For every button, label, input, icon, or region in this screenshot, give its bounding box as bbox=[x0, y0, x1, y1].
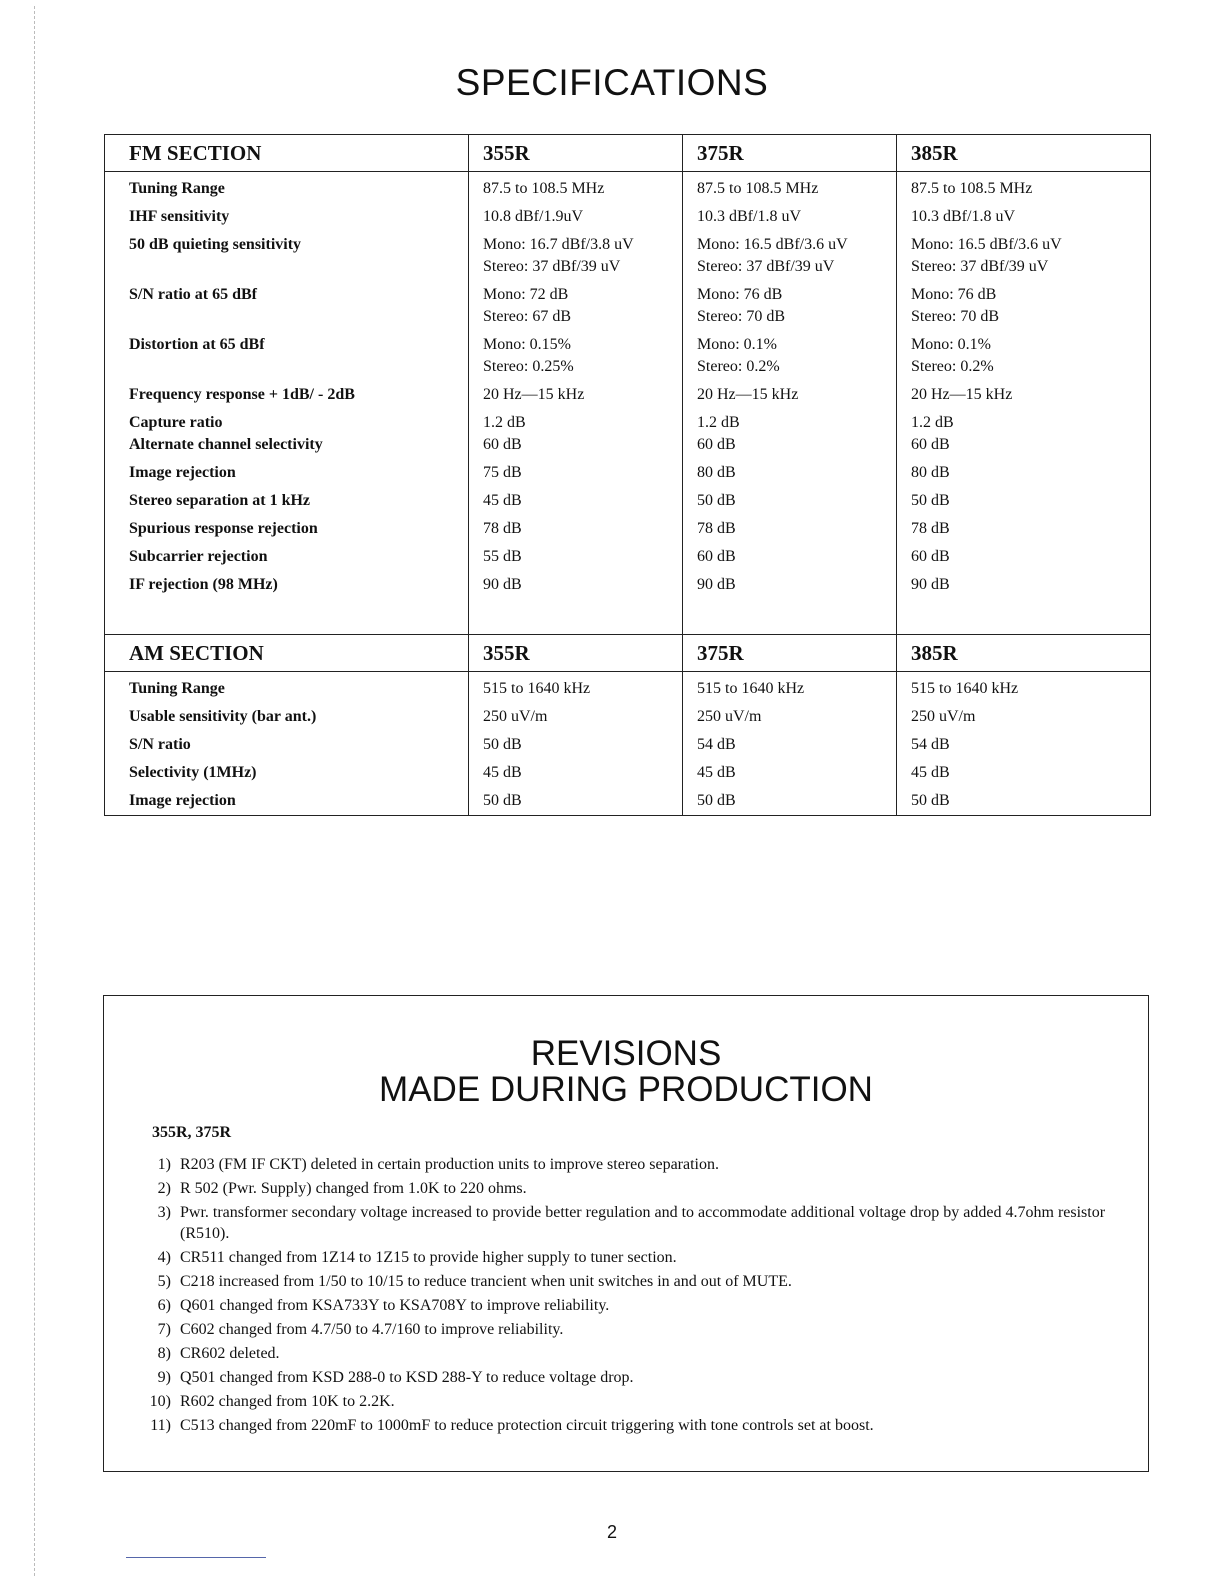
revision-number: 7) bbox=[157, 1321, 171, 1338]
spec-value: 54 dB bbox=[683, 731, 897, 759]
fm-header-row bbox=[105, 135, 1151, 172]
spec-label: Subcarrier rejection bbox=[105, 543, 469, 571]
spec-label: Stereo separation at 1 kHz bbox=[105, 487, 469, 515]
spec-value: 54 dB bbox=[897, 731, 1151, 759]
page-title: SPECIFICATIONS bbox=[455, 62, 769, 103]
spec-value: Mono: 0.1% Stereo: 0.2% bbox=[897, 331, 1151, 381]
am-header-row bbox=[105, 635, 1151, 672]
spec-value: Mono: 16.7 dBf/3.8 uV Stereo: 37 dBf/39 uV bbox=[469, 231, 683, 281]
revision-text: C602 changed from 4.7/50 to 4.7/160 to improve reliability. bbox=[180, 1321, 564, 1338]
revisions-list bbox=[140, 1154, 1110, 1439]
revision-text: R602 changed from 10K to 2.2K. bbox=[180, 1393, 395, 1410]
spec-value: 78 dB bbox=[469, 515, 683, 543]
page-number: 2 bbox=[606, 1522, 617, 1542]
list-item bbox=[140, 1247, 1110, 1268]
spec-value: 80 dB bbox=[897, 459, 1151, 487]
spec-value: 90 dB bbox=[469, 571, 683, 635]
table-row bbox=[105, 487, 1151, 515]
table-row bbox=[105, 543, 1151, 571]
table-row bbox=[105, 672, 1151, 704]
spec-value: 250 uV/m bbox=[469, 703, 683, 731]
table-row bbox=[105, 731, 1151, 759]
spec-value: Mono: 0.15% Stereo: 0.25% bbox=[469, 331, 683, 381]
spec-value: 45 dB bbox=[683, 759, 897, 787]
spec-value: 515 to 1640 kHz bbox=[897, 672, 1151, 704]
spec-value: 515 to 1640 kHz bbox=[469, 672, 683, 704]
spec-value: 10.8 dBf/1.9uV bbox=[469, 203, 683, 231]
table-row bbox=[105, 759, 1151, 787]
spec-value: 90 dB bbox=[683, 571, 897, 635]
spec-label: Capture ratio Alternate channel selectivity bbox=[105, 409, 469, 459]
revisions-box bbox=[103, 995, 1149, 1472]
spec-value: Mono: 16.5 dBf/3.6 uV Stereo: 37 dBf/39 uV bbox=[897, 231, 1151, 281]
spec-label: Spurious response rejection bbox=[105, 515, 469, 543]
spec-label: 50 dB quieting sensitivity bbox=[105, 231, 469, 281]
revisions-title-line2: MADE DURING PRODUCTION bbox=[379, 1070, 873, 1109]
fm-model-header: 355R bbox=[469, 135, 683, 172]
revision-number: 10) bbox=[149, 1393, 171, 1410]
spec-value: Mono: 72 dB Stereo: 67 dB bbox=[469, 281, 683, 331]
spec-value: 20 Hz—15 kHz bbox=[469, 381, 683, 409]
table-row bbox=[105, 381, 1151, 409]
footer-rule bbox=[126, 1557, 266, 1558]
revision-text: CR602 deleted. bbox=[180, 1345, 280, 1362]
spec-value: 50 dB bbox=[897, 787, 1151, 816]
list-item bbox=[140, 1367, 1110, 1388]
spec-label: S/N ratio bbox=[105, 731, 469, 759]
table-row bbox=[105, 409, 1151, 459]
table-row bbox=[105, 515, 1151, 543]
spec-value: Mono: 16.5 dBf/3.6 uV Stereo: 37 dBf/39 uV bbox=[683, 231, 897, 281]
spec-label: Frequency response + 1dB/ - 2dB bbox=[105, 381, 469, 409]
revision-number: 11) bbox=[150, 1417, 171, 1434]
list-item bbox=[140, 1271, 1110, 1292]
spec-value: 1.2 dB 60 dB bbox=[897, 409, 1151, 459]
spec-value: 50 dB bbox=[469, 731, 683, 759]
list-item bbox=[140, 1202, 1110, 1244]
spec-value: 60 dB bbox=[683, 543, 897, 571]
spec-label: Usable sensitivity (bar ant.) bbox=[105, 703, 469, 731]
table-row bbox=[105, 787, 1151, 816]
table-row bbox=[105, 571, 1151, 635]
spec-label: Selectivity (1MHz) bbox=[105, 759, 469, 787]
spec-value: 78 dB bbox=[683, 515, 897, 543]
table-row bbox=[105, 459, 1151, 487]
revisions-title bbox=[104, 1036, 1148, 1108]
fm-model-header: 375R bbox=[683, 135, 897, 172]
spec-value: 87.5 to 108.5 MHz bbox=[897, 172, 1151, 204]
revision-text: CR511 changed from 1Z14 to 1Z15 to provide higher supply to tuner section. bbox=[180, 1249, 677, 1266]
am-section-title: AM SECTION bbox=[105, 635, 469, 672]
spec-value: 80 dB bbox=[683, 459, 897, 487]
spec-value: 515 to 1640 kHz bbox=[683, 672, 897, 704]
spec-value: 60 dB bbox=[897, 543, 1151, 571]
revision-number: 4) bbox=[157, 1249, 171, 1266]
spec-value: 75 dB bbox=[469, 459, 683, 487]
list-item bbox=[140, 1178, 1110, 1199]
revision-text: C218 increased from 1/50 to 10/15 to reduce trancient when unit switches in and out of MUTE. bbox=[180, 1273, 792, 1290]
revision-text: Q501 changed from KSD 288-0 to KSD 288-Y to reduce voltage drop. bbox=[180, 1369, 634, 1386]
spec-label: IHF sensitivity bbox=[105, 203, 469, 231]
revision-number: 8) bbox=[157, 1345, 171, 1362]
am-model-header: 375R bbox=[683, 635, 897, 672]
revision-number: 9) bbox=[157, 1369, 171, 1386]
fm-model-header: 385R bbox=[897, 135, 1151, 172]
spec-value: 1.2 dB 60 dB bbox=[469, 409, 683, 459]
table-row bbox=[105, 172, 1151, 204]
spec-value: 50 dB bbox=[683, 487, 897, 515]
list-item bbox=[140, 1154, 1110, 1175]
spec-value: 50 dB bbox=[469, 787, 683, 816]
spec-value: 20 Hz—15 kHz bbox=[897, 381, 1151, 409]
revision-text: R 502 (Pwr. Supply) changed from 1.0K to 220 ohms. bbox=[180, 1180, 527, 1197]
specifications-table bbox=[104, 134, 1151, 816]
spec-value: 87.5 to 108.5 MHz bbox=[683, 172, 897, 204]
spec-value: Mono: 76 dB Stereo: 70 dB bbox=[897, 281, 1151, 331]
spec-label: S/N ratio at 65 dBf bbox=[105, 281, 469, 331]
revisions-title-line1: REVISIONS bbox=[530, 1034, 722, 1073]
spec-label: Tuning Range bbox=[105, 172, 469, 204]
list-item bbox=[140, 1391, 1110, 1412]
spec-value: 87.5 to 108.5 MHz bbox=[469, 172, 683, 204]
am-model-header: 385R bbox=[897, 635, 1151, 672]
revision-text: Q601 changed from KSA733Y to KSA708Y to improve reliability. bbox=[180, 1297, 610, 1314]
list-item bbox=[140, 1415, 1110, 1436]
fm-section-title: FM SECTION bbox=[105, 135, 469, 172]
spec-label: Image rejection bbox=[105, 459, 469, 487]
spec-value: 20 Hz—15 kHz bbox=[683, 381, 897, 409]
spec-label: Tuning Range bbox=[105, 672, 469, 704]
spec-value: 45 dB bbox=[897, 759, 1151, 787]
table-row bbox=[105, 331, 1151, 381]
spec-value: 50 dB bbox=[897, 487, 1151, 515]
revision-text: R203 (FM IF CKT) deleted in certain production units to improve stereo separation. bbox=[180, 1156, 719, 1173]
revision-number: 3) bbox=[157, 1204, 171, 1221]
revision-number: 6) bbox=[157, 1297, 171, 1314]
revision-text: Pwr. transformer secondary voltage increased to provide better regulation and to accommodate additional voltage drop by added 4.7ohm resistor (R510). bbox=[180, 1204, 1106, 1242]
revision-number: 1) bbox=[157, 1156, 171, 1173]
spec-value: 10.3 dBf/1.8 uV bbox=[683, 203, 897, 231]
spec-label: Image rejection bbox=[105, 787, 469, 816]
spec-value: 55 dB bbox=[469, 543, 683, 571]
revisions-models: 355R, 375R bbox=[152, 1124, 232, 1141]
scan-edge-rule bbox=[34, 6, 35, 1576]
list-item bbox=[140, 1295, 1110, 1316]
table-row bbox=[105, 203, 1151, 231]
list-item bbox=[140, 1343, 1110, 1364]
spec-label: Distortion at 65 dBf bbox=[105, 331, 469, 381]
spec-value: Mono: 0.1% Stereo: 0.2% bbox=[683, 331, 897, 381]
spec-value: 90 dB bbox=[897, 571, 1151, 635]
list-item bbox=[140, 1319, 1110, 1340]
revision-number: 5) bbox=[157, 1273, 171, 1290]
spec-value: 250 uV/m bbox=[683, 703, 897, 731]
revision-text: C513 changed from 220mF to 1000mF to reduce protection circuit triggering with tone controls set at boost. bbox=[180, 1417, 874, 1434]
spec-value: 1.2 dB 60 dB bbox=[683, 409, 897, 459]
table-row bbox=[105, 231, 1151, 281]
am-model-header: 355R bbox=[469, 635, 683, 672]
spec-value: 78 dB bbox=[897, 515, 1151, 543]
table-row bbox=[105, 703, 1151, 731]
table-row bbox=[105, 281, 1151, 331]
spec-label: IF rejection (98 MHz) bbox=[105, 571, 469, 635]
spec-value: Mono: 76 dB Stereo: 70 dB bbox=[683, 281, 897, 331]
spec-value: 45 dB bbox=[469, 759, 683, 787]
spec-value: 45 dB bbox=[469, 487, 683, 515]
spec-value: 50 dB bbox=[683, 787, 897, 816]
spec-value: 250 uV/m bbox=[897, 703, 1151, 731]
revision-number: 2) bbox=[157, 1180, 171, 1197]
spec-value: 10.3 dBf/1.8 uV bbox=[897, 203, 1151, 231]
